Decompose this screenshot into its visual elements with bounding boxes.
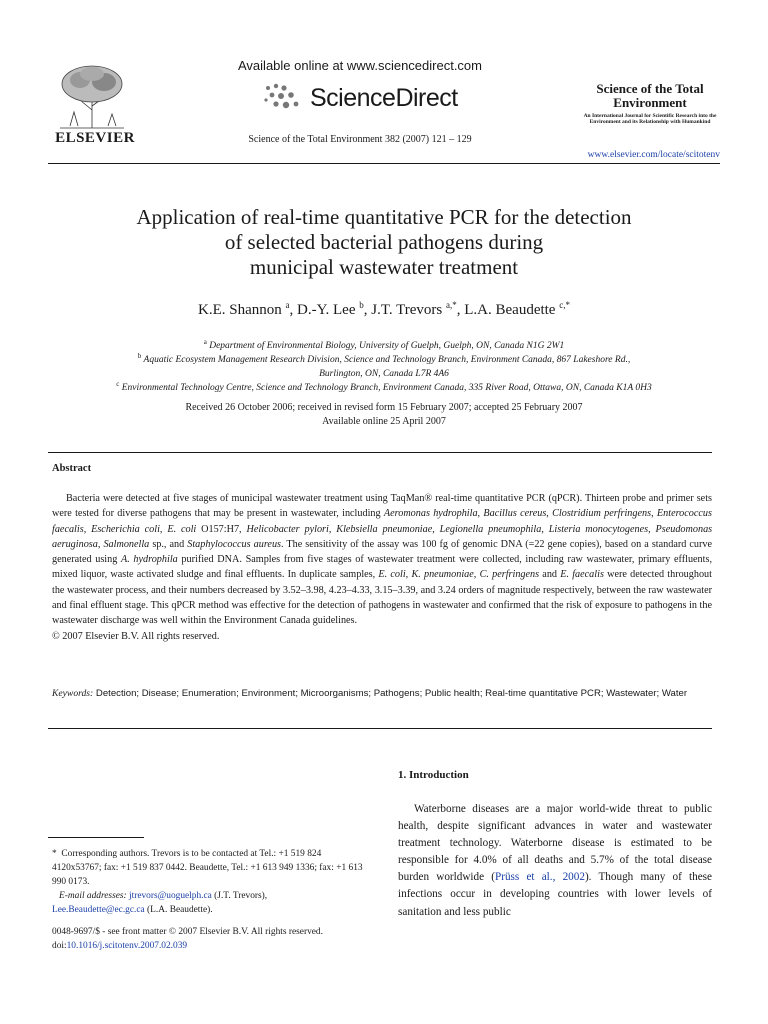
elsevier-tree-logo bbox=[52, 60, 132, 130]
introduction-text: Waterborne diseases are a major world-wide threat to public health, despite significant advances in water and wastewater treatment technology. Waterborne disease is estimated to be responsible for 4.0% of all deaths and 5.7% of the total disease burden worldwide (Prüss et al., 2002). Though many of these infections occur in developing countries with lower levels of sanitation and less public bbox=[398, 803, 712, 918]
email-link-beaudette[interactable]: Lee.Beaudette@ec.gc.ca bbox=[52, 905, 145, 915]
section-heading-introduction: 1. Introduction bbox=[398, 769, 469, 781]
available-date: Available online 25 April 2007 bbox=[322, 416, 446, 427]
article-dates bbox=[60, 401, 708, 429]
author-affil-sup[interactable]: b bbox=[359, 300, 364, 310]
footnote-rule bbox=[48, 837, 144, 838]
affiliation-c: $^c$ Environmental Technology Centre, Science and Technology Branch, Environment Canada, 335 River Road, Ottawa, ON, Canada K1A 0H3 bbox=[116, 380, 652, 394]
journal-name: Science of the Total Environment bbox=[596, 81, 704, 110]
corresponding-text: Corresponding authors. Trevors is to be contacted at Tel.: +1 519 824 4120x53767; fax: +1 519 837 0442. Beaudette, Tel.: +1 613 949 1336; fax: +1 613 990 0173. bbox=[52, 849, 363, 887]
email-label: E-mail addresses: bbox=[59, 891, 127, 901]
author-name[interactable]: L.A. Beaudette bbox=[464, 302, 556, 318]
corresponding-footnote: * Corresponding authors. Trevors is to be contacted at Tel.: +1 519 824 4120x53767; fax: +1 519 837 0442. Beaudette, Tel.: +1 613 949 1336; fax: +1 613 990 0173. E-mail addresses: jtrevors@uoguelph.ca (J.T. Trevors), Lee.Beaudette@ec.gc.ca (L.A. Beaudette). bbox=[52, 849, 363, 915]
abstract-top-rule bbox=[48, 452, 712, 453]
abstract-heading: Abstract bbox=[52, 463, 92, 474]
keywords-list: Detection; Disease; Enumeration; Environment; Microorganisms; Pathogens; Public health; Real-time quantitative PCR; Wastewater; Water bbox=[95, 688, 688, 699]
author-affil-sup[interactable]: a bbox=[285, 300, 290, 310]
front-matter: 0048-9697/$ - see front matter © 2007 Elsevier B.V. All rights reserved. doi:10.1016/j.scitotenv.2007.02.039 bbox=[52, 925, 382, 953]
title-line-1: Application of real-time quantitative PCR for the detection bbox=[136, 205, 632, 229]
abstract-bottom-rule bbox=[48, 728, 712, 729]
author-name[interactable]: D.-Y. Lee bbox=[297, 302, 356, 318]
title-line-2: of selected bacterial pathogens during bbox=[224, 230, 544, 254]
doi-link[interactable]: 10.1016/j.scitotenv.2007.02.039 bbox=[66, 941, 188, 951]
header-divider bbox=[48, 163, 720, 164]
email-link-trevors[interactable]: jtrevors@uoguelph.ca bbox=[129, 891, 212, 901]
journal-url-link[interactable]: www.elsevier.com/locate/scitotenv bbox=[587, 150, 720, 160]
affiliation-a: $^a$ Department of Environmental Biology, University of Guelph, Guelph, ON, Canada N1G 2W1 bbox=[203, 338, 565, 352]
author-list: K.E. Shannon $^a$, D.-Y. Lee $^b$, J.T. Trevors $^{a,*}$, L.A. Beaudette $^{c,*}$ bbox=[198, 300, 570, 318]
received-dates: Received 26 October 2006; received in revised form 15 February 2007; accepted 25 February 2007 bbox=[185, 402, 583, 413]
sciencedirect-dots-icon bbox=[262, 82, 302, 112]
journal-subtitle: An International Journal for Scientific Research into the Environment and its Relationship with Humankind bbox=[583, 113, 717, 125]
journal-citation: Science of the Total Environment 382 (2007) 121 – 129 bbox=[248, 134, 472, 145]
issn-line: 0048-9697/$ - see front matter © 2007 Elsevier B.V. All rights reserved. bbox=[52, 927, 323, 937]
abstract-text: Bacteria were detected at five stages of municipal wastewater treatment using TaqMan® real-time quantitative PCR (qPCR). Thirteen probe and primer sets were tested for diverse pathogens that may be present in wastewater, including Aeromonas hydrophila, Bacillus cereus, Clostridium perfringens, Enterococcus faecalis, Escherichia coli, E. coli O157:H7, Helicobacter pylori, Klebsiella pneumoniae, Legionella pneumophila, Listeria monocytogenes, Pseudomonas aeruginosa, Salmonella sp., and Staphylococcus aureus. The sensitivity of the assay was 100 fg of genomic DNA (=22 gene copies), based on a standard curve generated using A. hydrophila purified DNA. Samples from five stages of wastewater treatment were collected, including raw wastewater, primary effluents, mixed liquor, waste activated sludge and final effluents. In duplicate samples, E. coli, K. pneumoniae, C. perfringens and E. faecalis were detected throughout the wastewater process, and their numbers decreased by 3.52–3.98, 4.23–4.33, 3.15–3.39, and 3.24 orders of magnitude respectively, between the raw wastewater and final effluent stage. This qPCR method was effective for the detection of pathogens in wastewater and confirmed that the risk of exposure to pathogens in the wastewater discharge was well within the Environment Canada guidelines. © 2007 Elsevier B.V. All rights reserved. bbox=[52, 491, 712, 644]
citation-link[interactable]: Prüss et al., 2002 bbox=[495, 871, 585, 884]
sciencedirect-logo-text[interactable]: ScienceDirect bbox=[310, 84, 458, 112]
available-online-text[interactable]: Available online at www.sciencedirect.com bbox=[238, 58, 482, 73]
author-name[interactable]: J.T. Trevors bbox=[371, 302, 443, 318]
author-affil-sup[interactable]: a,* bbox=[446, 300, 457, 310]
affiliation-b: $^b$ Aquatic Ecosystem Management Research Division, Science and Technology Branch, Environment Canada, 867 Lakeshore Rd., Burlington, ON, Canada L7R 4A6 bbox=[137, 352, 631, 380]
article-title bbox=[60, 205, 708, 280]
keywords-label: Keywords: bbox=[52, 688, 94, 699]
title-line-3: municipal wastewater treatment bbox=[249, 255, 519, 279]
publisher-name: ELSEVIER bbox=[55, 130, 135, 146]
abstract-copyright: © 2007 Elsevier B.V. All rights reserved. bbox=[52, 630, 220, 642]
author-affil-sup[interactable]: c,* bbox=[559, 300, 570, 310]
author-name[interactable]: K.E. Shannon bbox=[198, 302, 282, 318]
keywords bbox=[52, 687, 712, 701]
